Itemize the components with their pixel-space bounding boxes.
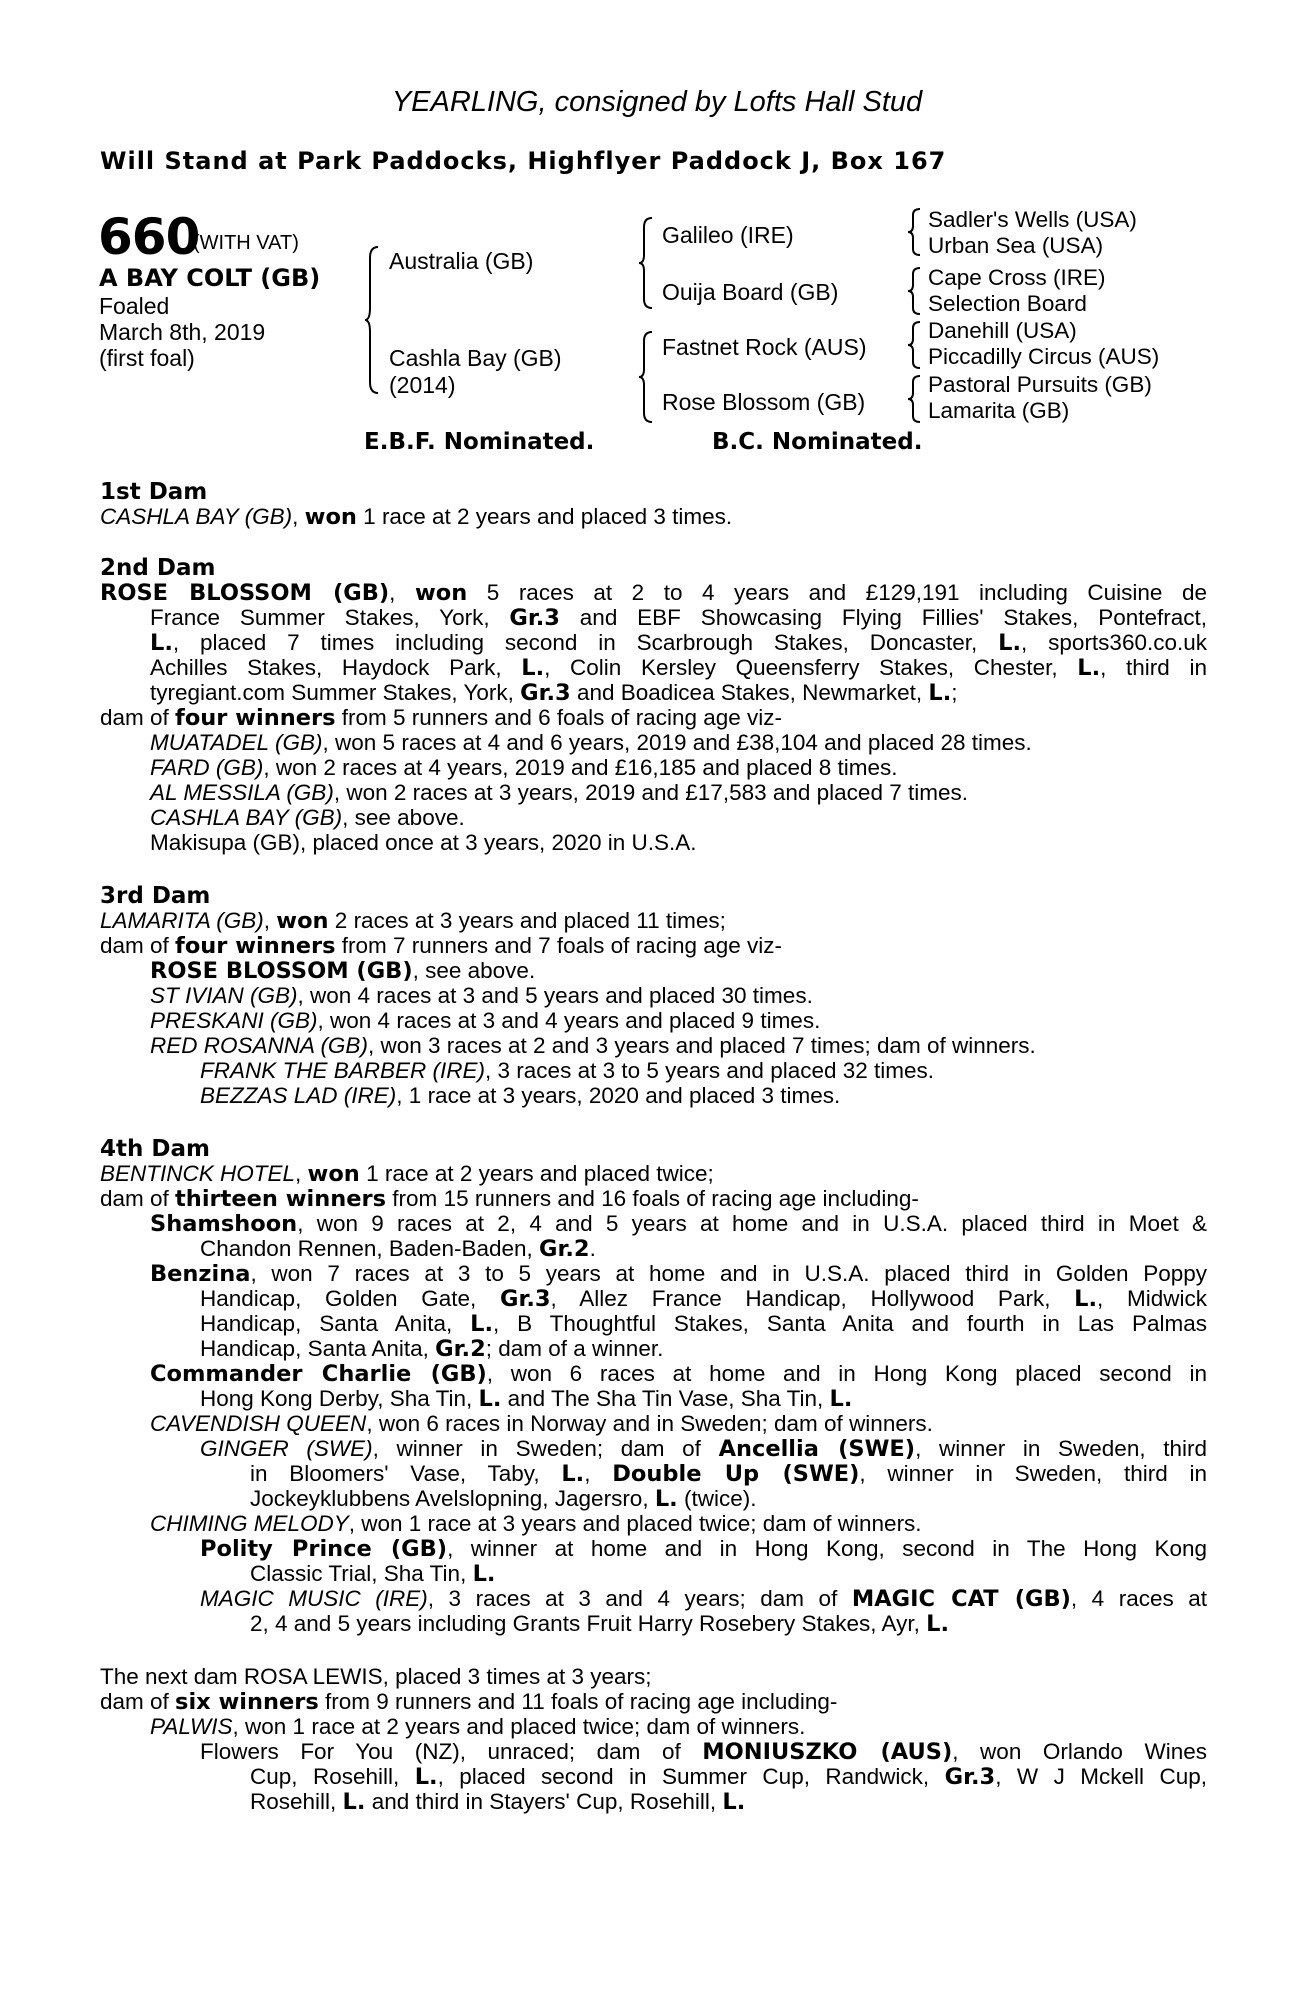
ggp-brace-3 (907, 320, 923, 370)
foal-date: March 8th, 2019 (99, 319, 266, 345)
sire-name: Australia (GB) (389, 248, 534, 274)
polity-prince-line-1: Polity Prince (GB), winner at home and in Hong Kong, second in The Hong Kong (200, 1536, 1207, 1562)
second-dam-line-5: tyregiant.com Summer Stakes, York, Gr.3 and Boadicea Stakes, Newmarket, L.; (150, 680, 958, 706)
dam-dam: Rose Blossom (GB) (662, 389, 866, 415)
dam-foaled-year: (2014) (389, 372, 456, 398)
shamshoon-line-2: Chandon Rennen, Baden-Baden, Gr.2. (200, 1236, 596, 1262)
palwis-line: PALWIS, won 1 race at 2 years and placed twice; dam of winners. (150, 1714, 806, 1739)
horse-name: A BAY COLT (GB) (99, 264, 321, 292)
sale-title: YEARLING, consigned by Lofts Hall Stud (391, 86, 923, 118)
shamshoon-line-1: Shamshoon, won 9 races at 2, 4 and 5 years at home and in U.S.A. placed third in Moet & (150, 1211, 1207, 1237)
commander-charlie-line-1: Commander Charlie (GB), won 6 races at home and in Hong Kong placed second in (150, 1361, 1207, 1387)
benzina-line-1: Benzina, won 7 races at 3 to 5 years at home and in U.S.A. placed third in Golden Poppy (150, 1261, 1207, 1287)
chiming-melody-line: CHIMING MELODY, won 1 race at 3 years and placed twice; dam of winners. (150, 1511, 922, 1536)
ggp-brace-4 (907, 374, 923, 424)
ginger-line-3: Jockeyklubbens Avelslopning, Jagersro, L. (twice). (250, 1486, 757, 1512)
magic-music-line-2: 2, 4 and 5 years including Grants Fruit Harry Rosebery Stakes, Ayr, L. (250, 1611, 950, 1637)
second-dam-line-3: L., placed 7 times including second in Scarbrough Stakes, Doncaster, L., sports360.co.uk (150, 630, 1208, 656)
ggp-1: Sadler's Wells (USA) (928, 207, 1137, 232)
ggp-4: Selection Board (928, 291, 1087, 316)
second-dam-produce-summary: dam of four winners from 5 runners and 6 foals of racing age viz- (100, 705, 783, 731)
grand-produce-item: FRANK THE BARBER (IRE), 3 races at 3 to 5 years and placed 32 times. (200, 1058, 935, 1083)
polity-prince-line-2: Classic Trial, Sha Tin, L. (250, 1561, 496, 1587)
grand-produce-item: BEZZAS LAD (IRE), 1 race at 3 years, 2020 and placed 3 times. (200, 1083, 841, 1108)
ggp-7: Pastoral Pursuits (GB) (928, 372, 1152, 397)
produce-item: FARD (GB), won 2 races at 4 years, 2019 and £16,185 and placed 8 times. (150, 755, 898, 780)
commander-charlie-line-2: Hong Kong Derby, Sha Tin, L. and The Sha Tin Vase, Sha Tin, L. (200, 1386, 853, 1412)
dam-name: Cashla Bay (GB) (389, 345, 562, 371)
fourth-dam-produce-summary: dam of thirteen winners from 15 runners and 16 foals of racing age including- (100, 1186, 919, 1212)
sire-brace (364, 244, 384, 396)
next-dam-produce-summary: dam of six winners from 9 runners and 11 foals of racing age including- (100, 1689, 838, 1715)
flowers-line-3: Rosehill, L. and third in Stayers' Cup, Rosehill, L. (250, 1789, 746, 1815)
produce-item: MUATADEL (GB), won 5 races at 4 and 6 years, 2019 and £38,104 and placed 28 times. (150, 730, 1032, 755)
ggp-2: Urban Sea (USA) (928, 233, 1104, 258)
flowers-line-2: Cup, Rosehill, L., placed second in Summer Cup, Randwick, Gr.3, W J Mckell Cup, (250, 1764, 1207, 1790)
first-dam-heading: 1st Dam (100, 479, 208, 505)
first-dam-record: CASHLA BAY (GB), won 1 race at 2 years and placed 3 times. (100, 504, 733, 530)
produce-item: AL MESSILA (GB), won 2 races at 3 years, 2019 and £17,583 and placed 7 times. (150, 780, 968, 805)
sire-parents-brace (638, 215, 656, 311)
foaled-label: Foaled (99, 293, 170, 319)
third-dam-record: LAMARITA (GB), won 2 races at 3 years and placed 11 times; (100, 908, 726, 934)
ggp-brace-1 (907, 207, 923, 257)
benzina-line-4: Handicap, Santa Anita, Gr.2; dam of a winner. (200, 1336, 664, 1362)
ggp-8: Lamarita (GB) (928, 398, 1070, 423)
magic-music-line-1: MAGIC MUSIC (IRE), 3 races at 3 and 4 years; dam of MAGIC CAT (GB), 4 races at (200, 1586, 1207, 1612)
dam-sire: Fastnet Rock (AUS) (662, 334, 867, 360)
second-dam-line-2: France Summer Stakes, York, Gr.3 and EBF Showcasing Flying Fillies' Stakes, Pontefract, (150, 605, 1207, 631)
sire-dam: Ouija Board (GB) (662, 279, 839, 305)
third-dam-heading: 3rd Dam (100, 883, 211, 909)
cavendish-queen-line: CAVENDISH QUEEN, won 6 races in Norway and in Sweden; dam of winners. (150, 1411, 933, 1436)
next-dam-line: The next dam ROSA LEWIS, placed 3 times at 3 years; (100, 1664, 652, 1689)
second-dam-line-1: ROSE BLOSSOM (GB), won 5 races at 2 to 4 years and £129,191 including Cuisine de (100, 580, 1207, 606)
produce-item: RED ROSANNA (GB), won 3 races at 2 and 3 years and placed 7 times; dam of winners. (150, 1033, 1036, 1058)
bc-nominated: B.C. Nominated. (712, 429, 923, 455)
dam-parents-brace (638, 329, 656, 425)
foal-note: (first foal) (99, 345, 195, 371)
vat-note: (WITH VAT) (193, 232, 299, 254)
ginger-line-1: GINGER (SWE), winner in Sweden; dam of Ancellia (SWE), winner in Sweden, third (200, 1436, 1207, 1462)
produce-item: ROSE BLOSSOM (GB), see above. (150, 958, 536, 984)
fourth-dam-record: BENTINCK HOTEL, won 1 race at 2 years and placed twice; (100, 1161, 714, 1187)
produce-item: Makisupa (GB), placed once at 3 years, 2020 in U.S.A. (150, 830, 697, 855)
ggp-3: Cape Cross (IRE) (928, 265, 1106, 290)
produce-item: ST IVIAN (GB), won 4 races at 3 and 5 years and placed 30 times. (150, 983, 813, 1008)
ggp-5: Danehill (USA) (928, 318, 1077, 343)
produce-item: CASHLA BAY (GB), see above. (150, 805, 465, 830)
stand-location: Will Stand at Park Paddocks, Highflyer Paddock J, Box 167 (100, 147, 947, 175)
second-dam-line-4: Achilles Stakes, Haydock Park, L., Colin Kersley Queensferry Stakes, Chester, L., third in (150, 655, 1207, 681)
flowers-line-1: Flowers For You (NZ), unraced; dam of MONIUSZKO (AUS), won Orlando Wines (200, 1739, 1207, 1765)
produce-item: PRESKANI (GB), won 4 races at 3 and 4 years and placed 9 times. (150, 1008, 821, 1033)
benzina-line-3: Handicap, Santa Anita, L., B Thoughtful Stakes, Santa Anita and fourth in Las Palmas (200, 1311, 1207, 1337)
ginger-line-2: in Bloomers' Vase, Taby, L., Double Up (SWE), winner in Sweden, third in (250, 1461, 1207, 1487)
second-dam-heading: 2nd Dam (100, 555, 216, 581)
ggp-6: Piccadilly Circus (AUS) (928, 344, 1160, 369)
third-dam-produce-summary: dam of four winners from 7 runners and 7 foals of racing age viz- (100, 933, 783, 959)
sire-sire: Galileo (IRE) (662, 222, 794, 248)
ggp-brace-2 (907, 266, 923, 316)
fourth-dam-heading: 4th Dam (100, 1136, 210, 1162)
ebf-nominated: E.B.F. Nominated. (364, 429, 595, 455)
lot-number: 660 (98, 208, 200, 266)
benzina-line-2: Handicap, Golden Gate, Gr.3, Allez France Handicap, Hollywood Park, L., Midwick (200, 1286, 1207, 1312)
